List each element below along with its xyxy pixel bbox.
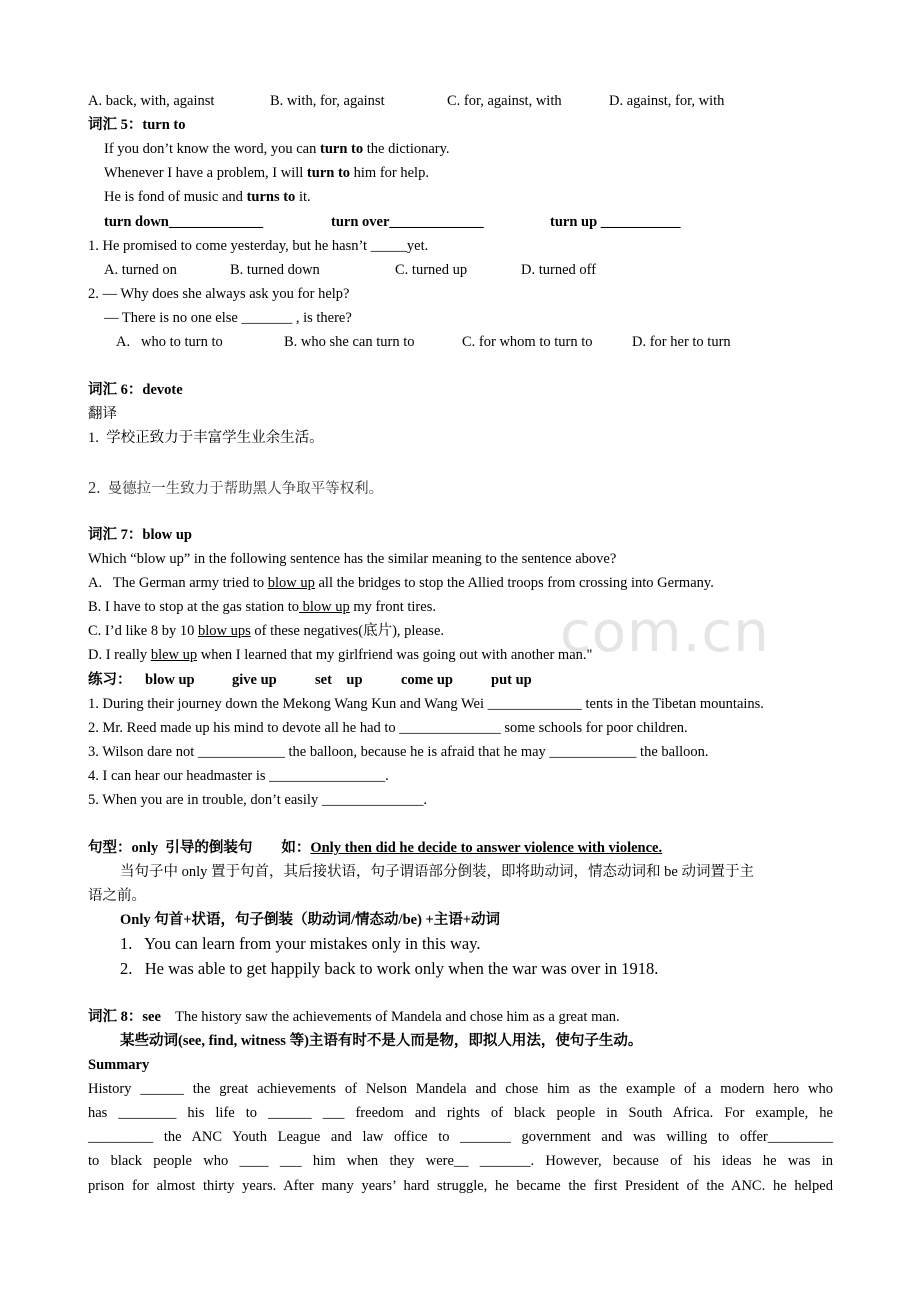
vocab5-question-1: 1. He promised to come yesterday, but he hasn’t _____yet. <box>88 238 429 254</box>
pattern-sentence-1: 1. You can learn from your mistakes only in this way. <box>120 934 481 953</box>
turn-down-blank: turn down_____________ <box>104 214 264 230</box>
option-d: D. against, for, with <box>609 93 725 109</box>
vocab6-translation-2: 2. 曼德拉一生致力于帮助黑人争取平等权利。 <box>88 478 384 497</box>
q1-option-d: D. turned off <box>521 262 597 278</box>
practice-word-put-up: put up <box>491 672 532 688</box>
vocab5-question-2-line-1: 2. — Why does she always ask you for help? <box>88 286 350 302</box>
summary-line-2: has ________ his life to ______ ___ freedom and rights of black people in South Africa. For example, he <box>88 1105 833 1121</box>
watermark: com.cn <box>560 600 770 665</box>
vocab5-heading: 词汇 5：turn to <box>88 117 186 133</box>
vocab5-example-2: Whenever I have a problem, I will turn to him for help. <box>104 165 429 181</box>
practice-word-give-up: give up <box>232 672 277 688</box>
q2-option-d: D. for her to turn <box>632 334 731 350</box>
practice-label: 练习： <box>88 672 132 688</box>
summary-line-4: to black people who ____ ___ him when they were__ _______. However, because of his ideas he was in <box>88 1153 833 1169</box>
vocab6-translation-1: 1. 学校正致力于丰富学生业余生活。 <box>88 430 324 446</box>
practice-word-blow-up: blow up <box>145 672 195 688</box>
vocab7-option-a: A. The German army tried to blow up all the bridges to stop the Allied troops from crossing into Germany. <box>88 575 714 591</box>
vocab5-question-2-line-2: — There is no one else _______ , is there? <box>104 310 352 326</box>
practice-3: 3. Wilson dare not ____________ the balloon, because he is afraid that he may ____________ the balloon. <box>88 744 709 760</box>
vocab6-subheading: 翻译 <box>88 406 117 422</box>
q2-option-b: B. who she can turn to <box>284 334 415 350</box>
q1-option-a: A. turned on <box>104 262 177 278</box>
turn-over-blank: turn over_____________ <box>331 214 484 230</box>
practice-5: 5. When you are in trouble, don’t easily ______________. <box>88 792 427 808</box>
vocab7-option-d: D. I really blew up when I learned that my girlfriend was going out with another man." <box>88 647 593 663</box>
summary-label: Summary <box>88 1057 150 1073</box>
option-a: A. back, with, against <box>88 93 215 109</box>
pattern-explanation-2: 语之前。 <box>88 888 146 904</box>
q2-option-a: A. who to turn to <box>116 334 223 350</box>
vocab8-heading-line: 词汇 8：see The history saw the achievements of Mandela and chose him as a great man. <box>88 1009 620 1025</box>
summary-line-3: _________ the ANC Youth League and law office to _______ government and was willing to offer_________ <box>88 1129 833 1145</box>
vocab6-heading: 词汇 6：devote <box>88 382 183 398</box>
pattern-heading: 句型：only 引导的倒装句 如：Only then did he decide to answer violence with violence. <box>88 840 663 856</box>
pattern-rule: Only 句首+状语，句子倒装（助动词/情态动/be) +主语+动词 <box>120 912 501 928</box>
pattern-explanation-1: 当句子中 only 置于句首，其后接状语，句子谓语部分倒装，即将助动词，情态动词和 be 动词置于主 <box>120 864 754 880</box>
q1-option-b: B. turned down <box>230 262 320 278</box>
q2-option-c: C. for whom to turn to <box>462 334 593 350</box>
practice-4: 4. I can hear our headmaster is ________________. <box>88 768 389 784</box>
turn-up-blank: turn up ___________ <box>550 214 681 230</box>
vocab7-option-b: B. I have to stop at the gas station to blow up my front tires. <box>88 599 436 615</box>
vocab7-heading: 词汇 7：blow up <box>88 527 192 543</box>
vocab5-example-3: He is fond of music and turns to it. <box>104 189 311 205</box>
vocab8-note: 某些动词(see, find, witness 等)主语有时不是人而是物，即拟人用法，使句子生动。 <box>120 1033 643 1049</box>
q1-option-c: C. turned up <box>395 262 468 278</box>
vocab5-example-1: If you don’t know the word, you can turn to the dictionary. <box>104 141 450 157</box>
pattern-sentence-2: 2. He was able to get happily back to work only when the war was over in 1918. <box>120 959 659 978</box>
summary-line-5: prison for almost thirty years. After many years’ hard struggle, he became the first President of the ANC. he helped <box>88 1178 833 1194</box>
vocab7-question: Which “blow up” in the following sentence has the similar meaning to the sentence above? <box>88 551 617 567</box>
practice-1: 1. During their journey down the Mekong Wang Kun and Wang Wei _____________ tents in the Tibetan mountains. <box>88 696 764 712</box>
practice-word-set-up: set up <box>315 672 363 688</box>
practice-2: 2. Mr. Reed made up his mind to devote all he had to ______________ some schools for poor children. <box>88 720 688 736</box>
option-b: B. with, for, against <box>270 93 385 109</box>
vocab7-option-c: C. I’d like 8 by 10 blow ups of these negatives(底片), please. <box>88 623 444 639</box>
practice-word-come-up: come up <box>401 672 453 688</box>
summary-line-1: History ______ the great achievements of Nelson Mandela and chose him as the example of a modern hero who <box>88 1081 833 1097</box>
option-c: C. for, against, with <box>447 93 562 109</box>
